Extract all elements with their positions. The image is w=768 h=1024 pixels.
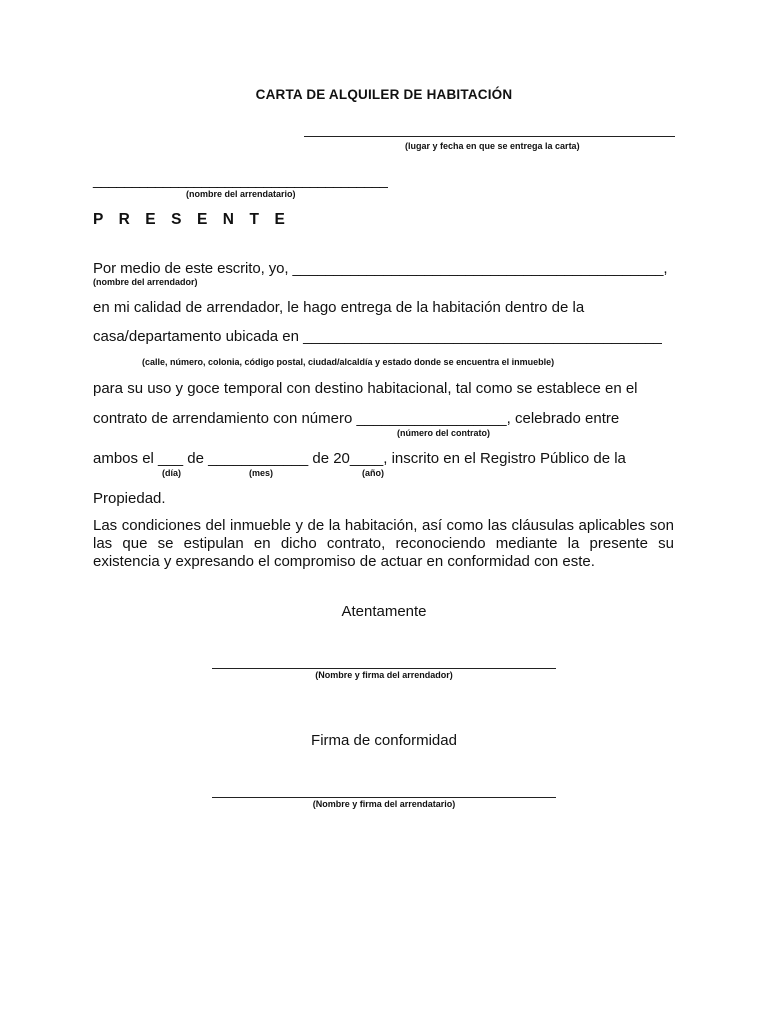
conditions-paragraph: Las condiciones del inmueble y de la habitación, así como las cláusulas aplicables son las que se estipulan en dicho contrato, reconociendo mediante la presente su existencia y expresando el compromiso de actuar en conformidad con este. (93, 517, 674, 570)
tenant-signature-caption: (Nombre y firma del arrendatario) (312, 799, 456, 809)
tenant-signature-line (212, 797, 556, 798)
body-line-7: Propiedad. (93, 490, 166, 507)
landlord-signature-line (212, 668, 556, 669)
place-date-line (304, 136, 675, 137)
body-line-2: en mi calidad de arrendador, le hago entrega de la habitación dentro de la (93, 299, 585, 316)
day-caption: (día) (162, 468, 181, 478)
landlord-signature-caption: (Nombre y firma del arrendador) (315, 670, 453, 680)
tenant-name-line: ______________________________________ (93, 172, 388, 189)
closing-text: Atentamente (341, 603, 427, 620)
body-line-5: contrato de arrendamiento con número __________________, celebrado entre (93, 410, 620, 427)
landlord-name-caption: (nombre del arrendador) (93, 277, 198, 287)
document-title: CARTA DE ALQUILER DE HABITACIÓN (255, 87, 513, 102)
body-line-4: para su uso y goce temporal con destino habitacional, tal como se establece en el (93, 380, 638, 397)
place-date-caption: (lugar y fecha en que se entrega la carta) (405, 141, 580, 151)
body-line-3: casa/departamento ubicada en ___________________________________________ (93, 328, 662, 345)
address-caption: (calle, número, colonia, código postal, ciudad/alcaldía y estado donde se encuentra el inmueble) (142, 357, 555, 367)
body-line-6: ambos el ___ de ____________ de 20____, inscrito en el Registro Público de la (93, 450, 626, 467)
month-caption: (mes) (249, 468, 274, 478)
contract-number-caption: (número del contrato) (397, 428, 491, 438)
body-line-1: Por medio de este escrito, yo, _____________________________________________, (93, 260, 668, 277)
tenant-name-caption: (nombre del arrendatario) (186, 189, 296, 199)
conformity-label: Firma de conformidad (311, 732, 457, 749)
salutation: P R E S E N T E (93, 211, 291, 228)
year-caption: (año) (362, 468, 384, 478)
